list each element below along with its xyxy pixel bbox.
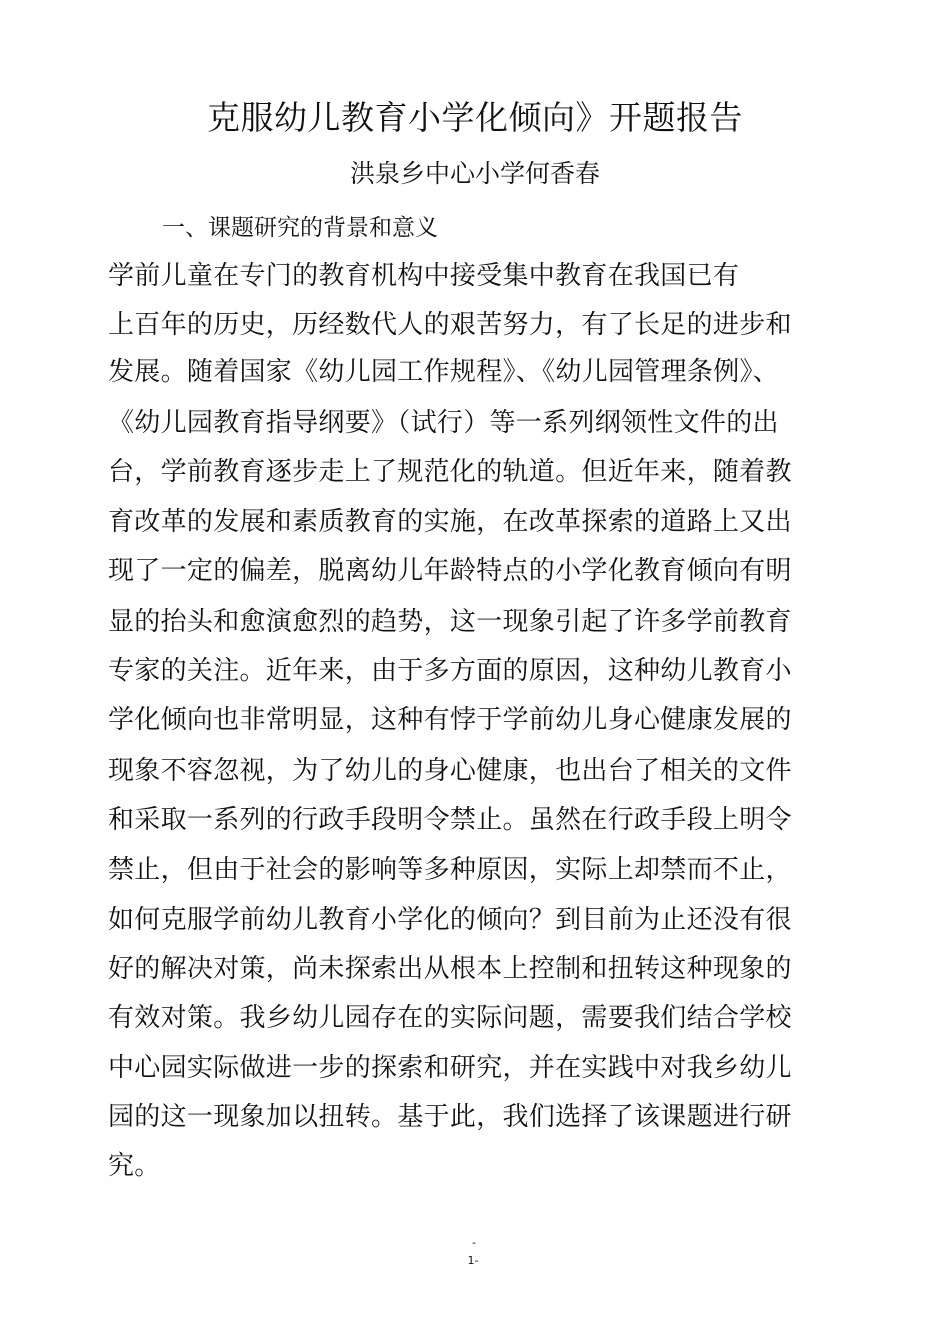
footer-dash: -	[472, 1236, 476, 1249]
paragraph-line: 和采取一系列的行政手段明令禁止。虽然在行政手段上明令	[108, 805, 792, 835]
paragraph-line: 《幼儿园教育指导纲要》（试行）等一系列纲领性文件的出	[108, 408, 779, 438]
paragraph-line: 究。	[108, 1151, 161, 1181]
paragraph-line: 发展。随着国家《幼儿园工作规程》、《幼儿园管理条例》、	[108, 357, 780, 387]
document-title: 克服幼儿教育小学化倾向》开题报告	[207, 98, 743, 137]
paragraph-line: 显的抬头和愈演愈烈的趋势，这一现象引起了许多学前教育	[108, 607, 792, 637]
paragraph-line: 专家的关注。近年来，由于多方面的原因，这种幼儿教育小	[108, 656, 792, 686]
paragraph-line: 中心园实际做进一步的探索和研究，并在实践中对我乡幼儿	[108, 1053, 792, 1083]
document-author: 洪泉乡中心小学何香春	[349, 159, 600, 188]
paragraph-line: 如何克服学前幼儿教育小学化的倾向？到目前为止还没有很	[108, 905, 792, 935]
page-number: 1-	[467, 1254, 479, 1267]
paragraph-line: 育改革的发展和素质教育的实施，在改革探索的道路上又出	[108, 507, 792, 537]
paragraph-line: 学前儿童在专门的教育机构中接受集中教育在我国已有	[108, 261, 740, 291]
section-heading: 一、课题研究的背景和意义	[162, 215, 438, 241]
paragraph-line: 有效对策。我乡幼儿园存在的实际问题，需要我们结合学校	[108, 1003, 792, 1033]
paragraph-line: 学化倾向也非常明显，这种有悖于学前幼儿身心健康发展的	[108, 705, 792, 735]
paragraph-line: 现了一定的偏差，脱离幼儿年龄特点的小学化教育倾向有明	[108, 556, 792, 586]
paragraph-line: 禁止，但由于社会的影响等多种原因，实际上却禁而不止，	[108, 855, 792, 885]
paragraph-line: 上百年的历史，历经数代人的艰苦努力，有了长足的进步和	[108, 310, 792, 340]
paragraph-line: 台，学前教育逐步走上了规范化的轨道。但近年来，随着教	[108, 457, 792, 487]
paragraph-line: 现象不容忽视，为了幼儿的身心健康，也出台了相关的文件	[108, 756, 792, 786]
paragraph-line: 好的解决对策，尚未探索出从根本上控制和扭转这种现象的	[108, 954, 792, 984]
paragraph-line: 园的这一现象加以扭转。基于此，我们选择了该课题进行研	[108, 1102, 792, 1132]
